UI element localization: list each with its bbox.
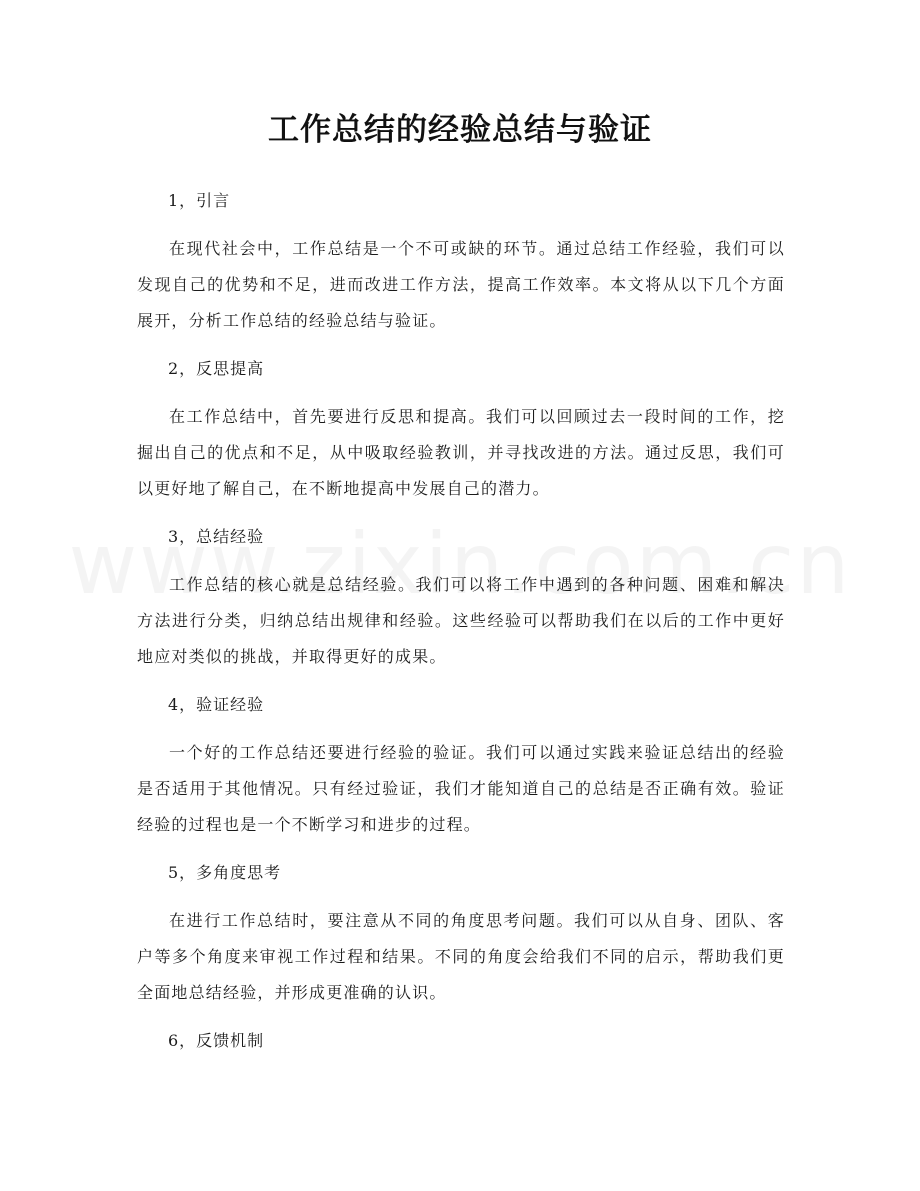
- section-paragraph-2: 在工作总结中，首先要进行反思和提高。我们可以回顾过去一段时间的工作，挖掘出自己的优点和不足，从中吸取经验教训，并寻找改进的方法。通过反思，我们可以更好地了解自己，在不断地提高中发展自己的潜力。: [137, 407, 785, 498]
- section-paragraph-5: 在进行工作总结时，要注意从不同的角度思考问题。我们可以从自身、团队、客户等多个角度来审视工作过程和结果。不同的角度会给我们不同的启示，帮助我们更全面地总结经验，并形成更准确的认识。: [137, 911, 785, 1002]
- section-heading-1: 1，引言: [168, 191, 231, 210]
- section-heading-3: 3，总结经验: [168, 527, 265, 546]
- section-heading-2: 2，反思提高: [168, 359, 265, 378]
- section-heading-5: 5，多角度思考: [168, 863, 282, 882]
- document-title: 工作总结的经验总结与验证: [268, 112, 652, 148]
- section-paragraph-4: 一个好的工作总结还要进行经验的验证。我们可以通过实践来验证总结出的经验是否适用于其他情况。只有经过验证，我们才能知道自己的总结是否正确有效。验证经验的过程也是一个不断学习和进步的过程。: [137, 743, 785, 834]
- section-heading-6: 6，反馈机制: [168, 1031, 265, 1050]
- section-paragraph-3: 工作总结的核心就是总结经验。我们可以将工作中遇到的各种问题、困难和解决方法进行分类，归纳总结出规律和经验。这些经验可以帮助我们在以后的工作中更好地应对类似的挑战，并取得更好的成果。: [137, 575, 785, 666]
- section-paragraph-1: 在现代社会中，工作总结是一个不可或缺的环节。通过总结工作经验，我们可以发现自己的优势和不足，进而改进工作方法，提高工作效率。本文将从以下几个方面展开，分析工作总结的经验总结与验证。: [137, 239, 785, 330]
- section-heading-4: 4，验证经验: [168, 695, 265, 714]
